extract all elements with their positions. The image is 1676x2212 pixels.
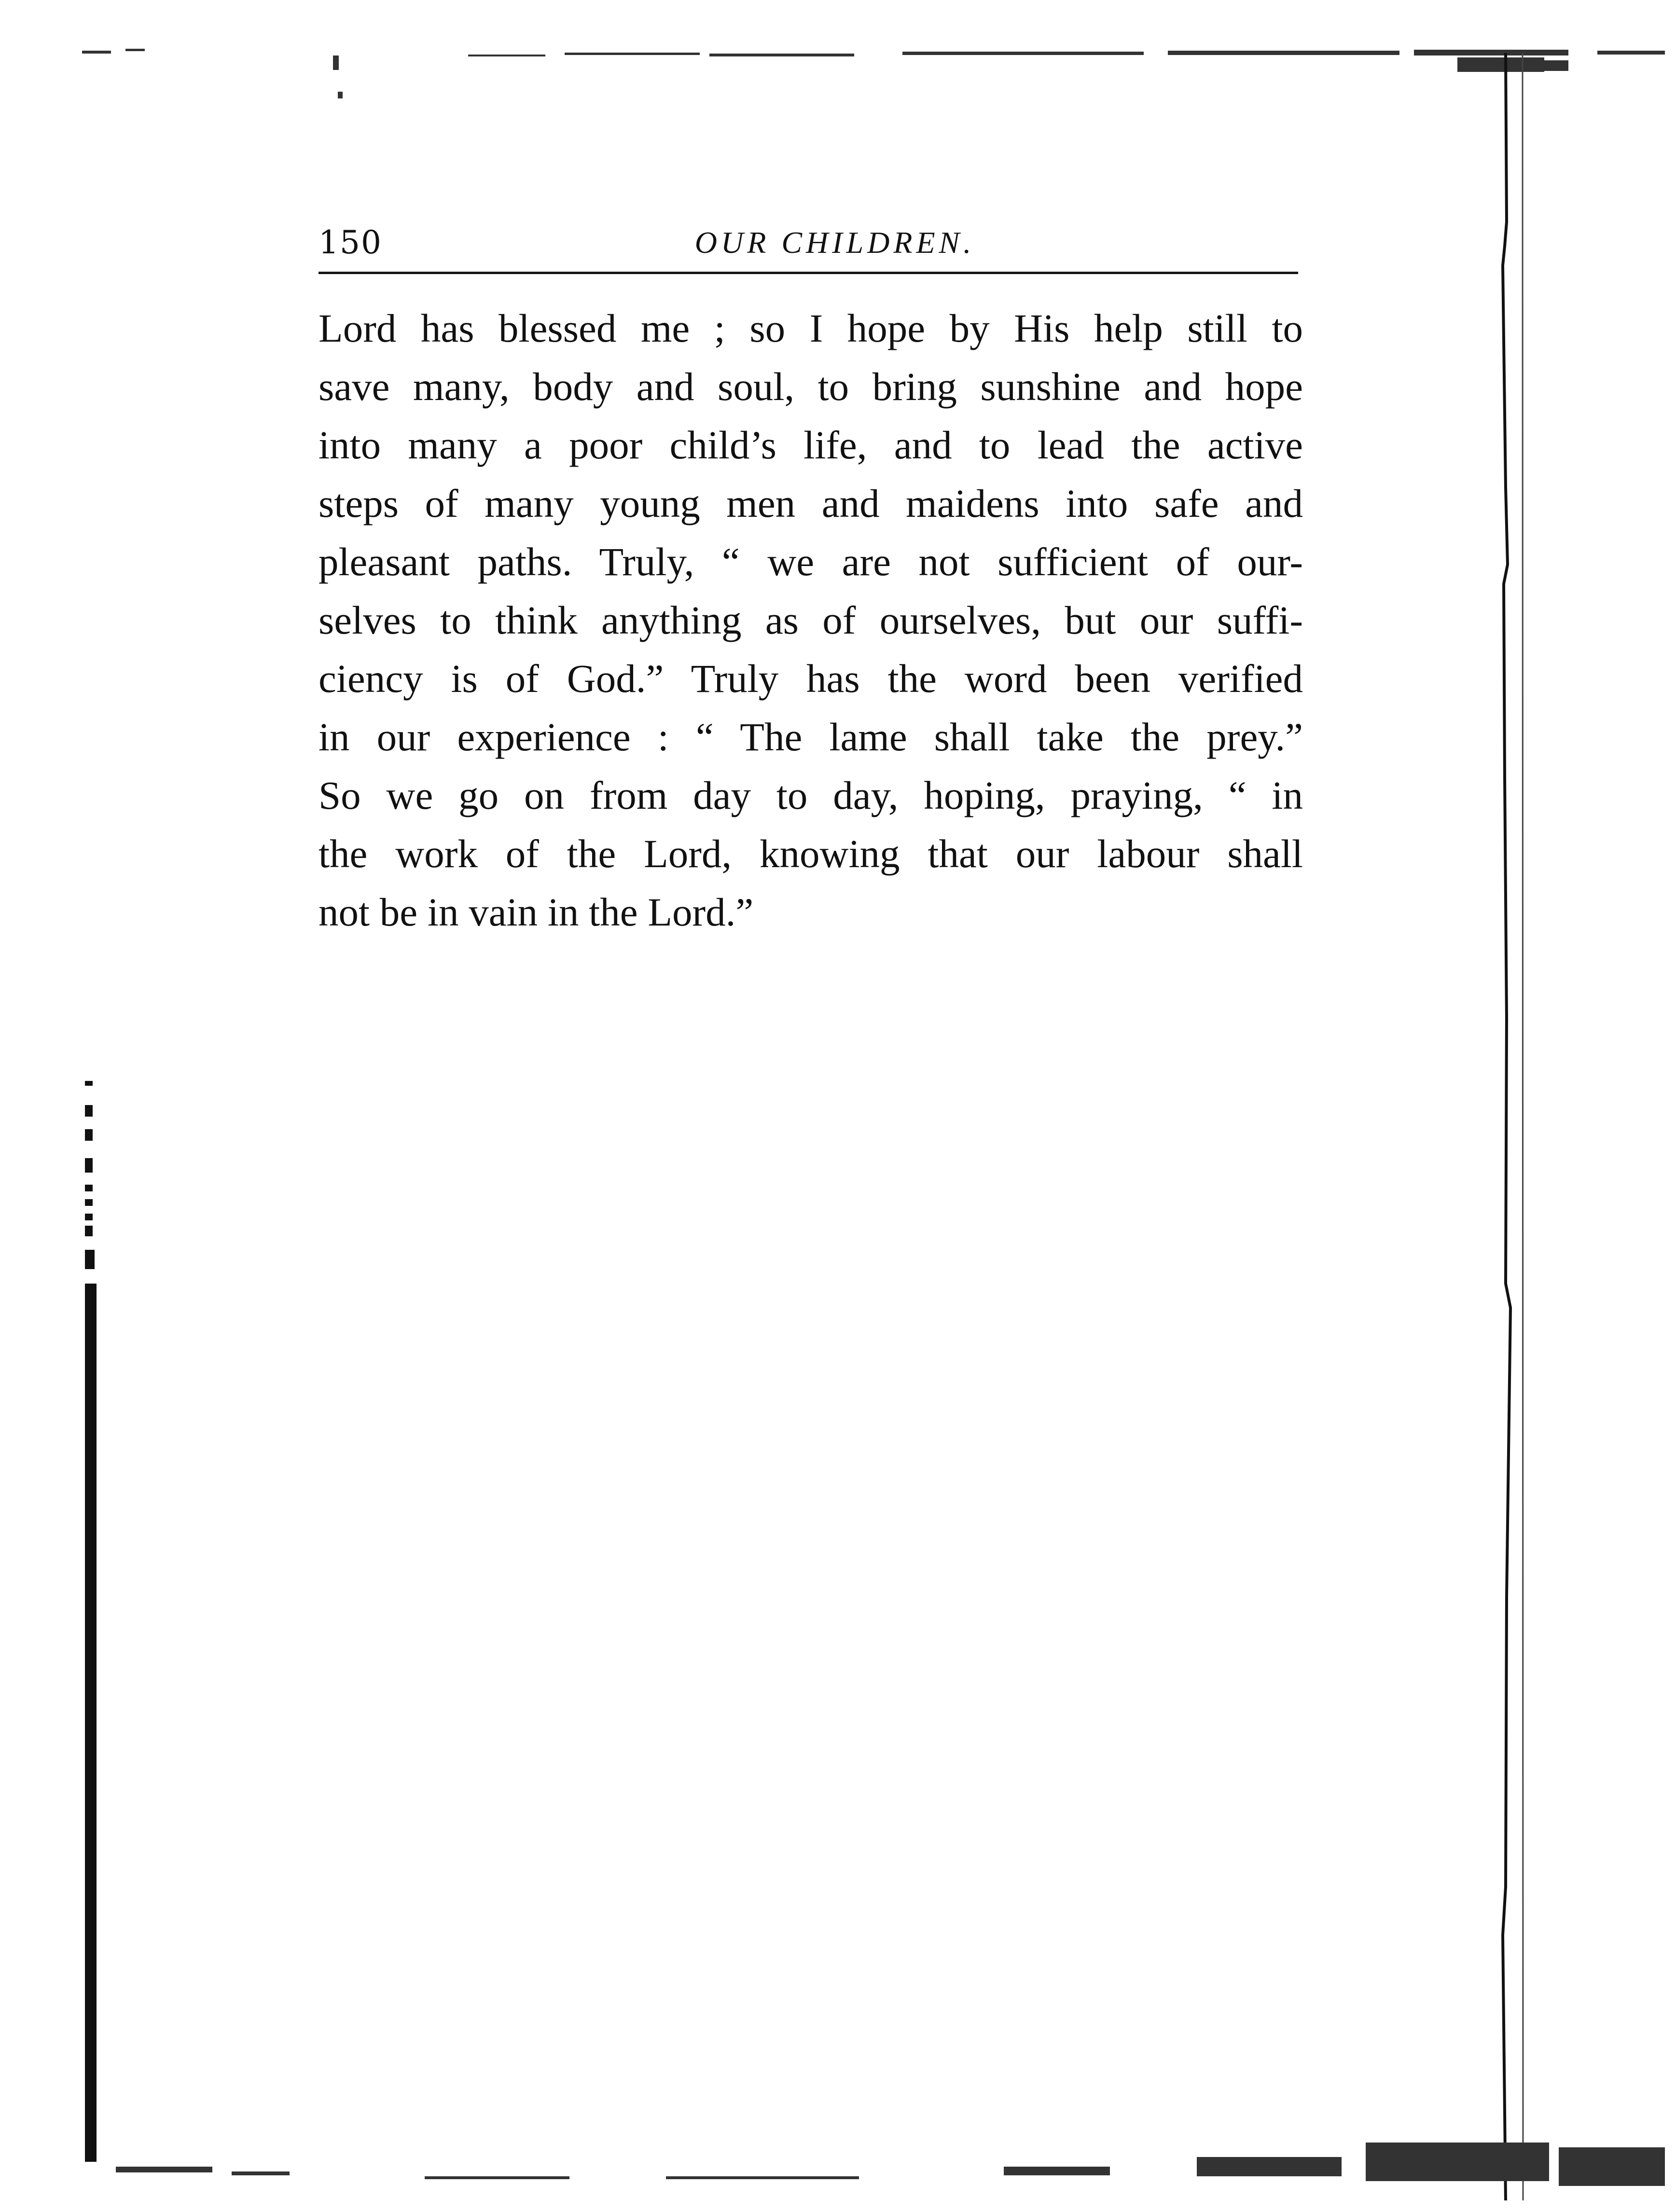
text-line: ciency is of God.” Truly has the word been verified bbox=[319, 656, 1303, 701]
text-line: save many, body and soul, to bring sunshine and hope bbox=[319, 364, 1303, 409]
header-rule bbox=[319, 272, 1298, 274]
text-line: into many a poor child’s life, and to lead the active bbox=[319, 423, 1303, 467]
text-line: steps of many young men and maidens into safe and bbox=[319, 481, 1303, 525]
text-line: So we go on from day to day, hoping, praying, “ in bbox=[319, 773, 1303, 817]
text-line: pleasant paths. Truly, “ we are not sufficient of our- bbox=[319, 539, 1303, 584]
text-line-last: not be in vain in the Lord.” bbox=[319, 890, 754, 934]
page-number: 150 bbox=[319, 224, 382, 261]
scan-speckle-top bbox=[82, 46, 1665, 104]
text-line: Lord has blessed me ; so I hope by His help still to bbox=[319, 306, 1303, 350]
text-line: the work of the Lord, knowing that our labour shall bbox=[319, 831, 1303, 876]
running-header bbox=[319, 220, 1298, 273]
text-line: in our experience : “ The lame shall take the prey.” bbox=[319, 715, 1303, 759]
running-title: OUR CHILDREN. bbox=[694, 225, 975, 260]
binding-edge-left bbox=[82, 1081, 111, 2191]
body-paragraph bbox=[319, 299, 1303, 941]
page-edge-right bbox=[1496, 53, 1530, 2200]
text-line: selves to think anything as of ourselves, but our suffi- bbox=[319, 598, 1303, 642]
scan-speckle-bottom bbox=[87, 2104, 1670, 2200]
